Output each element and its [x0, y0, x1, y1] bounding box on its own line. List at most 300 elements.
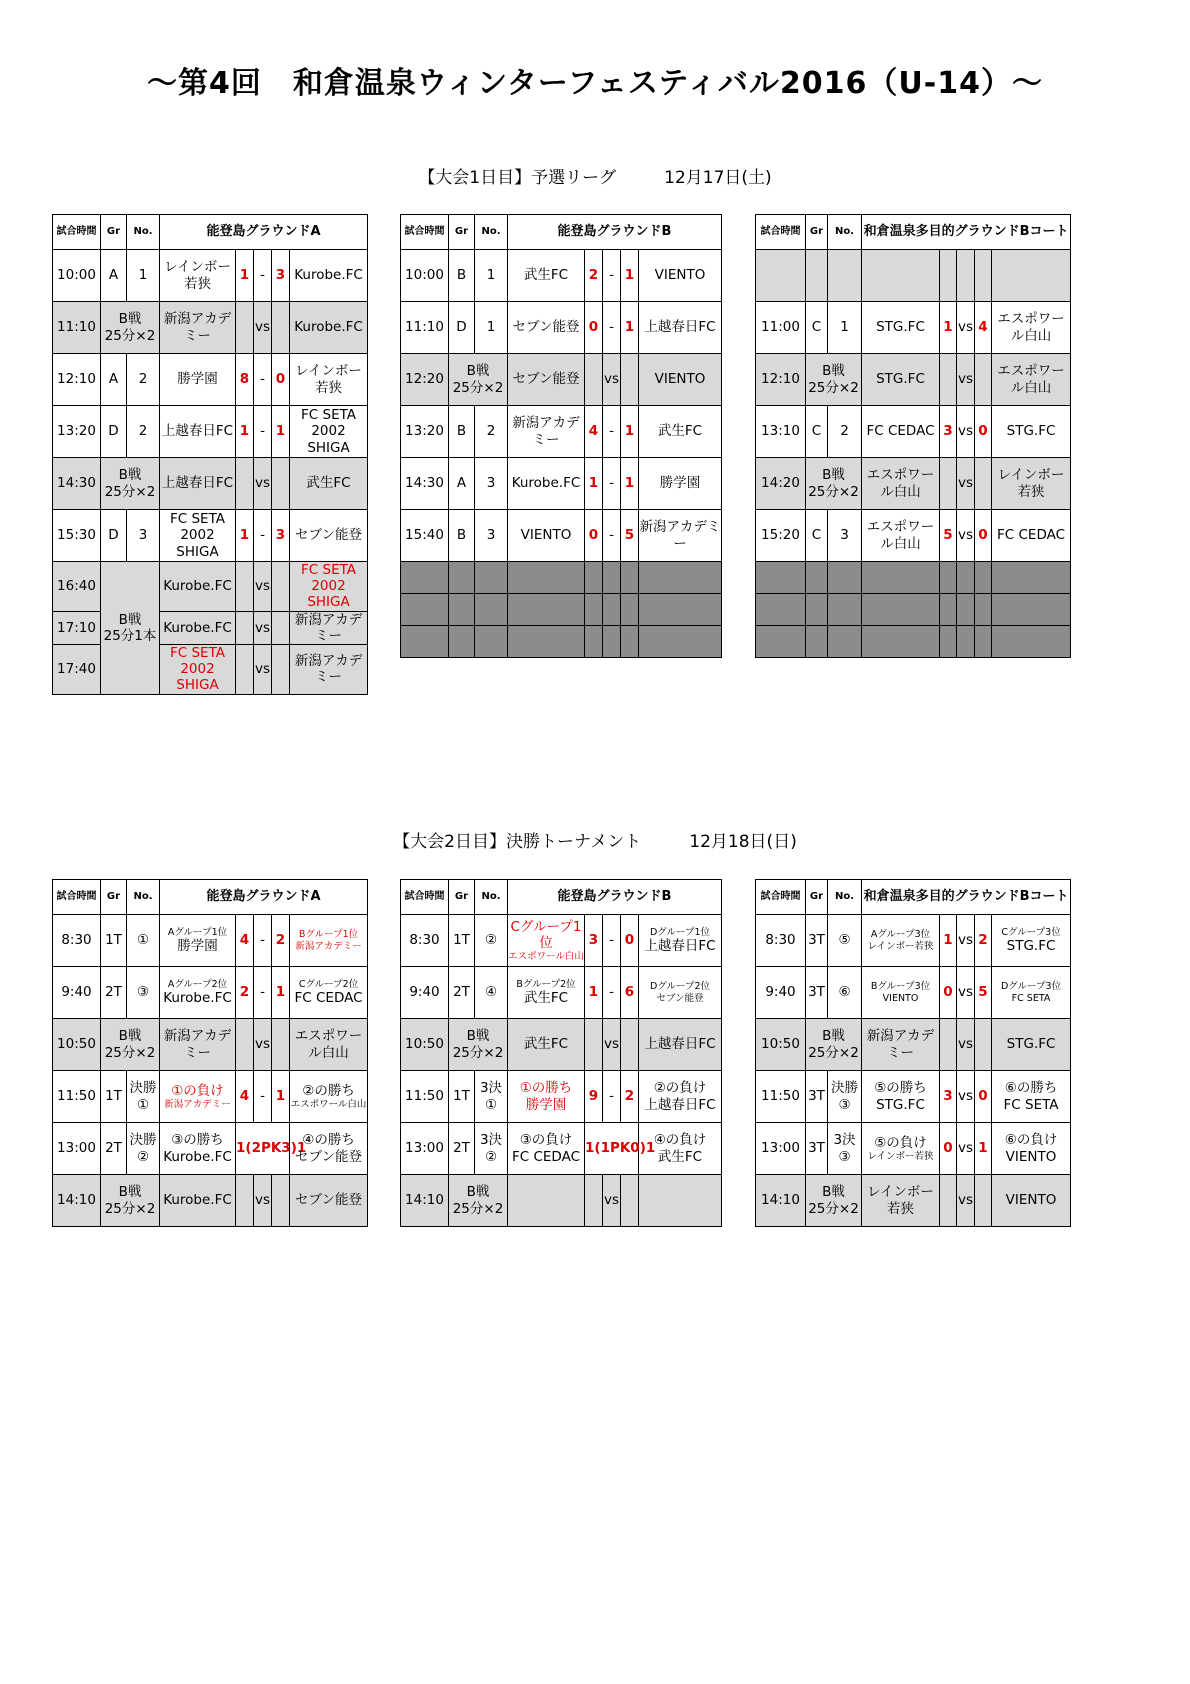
table-row — [756, 510, 1071, 562]
match-time: 10:50 — [53, 1019, 101, 1071]
home-score: 8 — [236, 354, 254, 406]
match-number: 1 — [475, 302, 508, 354]
home-score — [236, 1019, 254, 1071]
home-team — [862, 1071, 940, 1123]
match-time: 13:10 — [756, 406, 806, 458]
away-seed: Cグループ3位 — [1001, 926, 1061, 938]
vs-label: vs — [957, 1019, 975, 1071]
ground-name: 和倉温泉多目的グラウンドBコート — [862, 215, 1071, 250]
home-team: FC SETA 2002 SHIGA — [160, 644, 236, 694]
away-score: 3 — [272, 250, 290, 302]
page-title: ～第4回 和倉温泉ウィンターフェスティバル2016（U-14）～ — [147, 66, 1043, 101]
match-time: 17:10 — [53, 611, 101, 644]
home-team: エスポワール白山 — [862, 510, 940, 562]
match-time: 8:30 — [53, 915, 101, 967]
match-group: A — [449, 458, 475, 510]
vs-label: vs — [603, 1019, 621, 1071]
match-group: A — [101, 354, 127, 406]
away-seed: ②の勝ち — [302, 1082, 355, 1099]
away-seed: ②の負け — [653, 1080, 707, 1097]
header-gr: Gr — [449, 215, 475, 250]
away-score — [272, 644, 290, 694]
table-row — [53, 250, 368, 302]
b-match-label — [101, 458, 160, 510]
header-gr: Gr — [101, 215, 127, 250]
day1-ground-c-table — [755, 214, 1071, 658]
score-separator: - — [254, 354, 272, 406]
home-seed: Cグループ1位 — [510, 918, 582, 951]
b-match-text: B戦 — [466, 1028, 490, 1045]
home-name: 勝学園 — [177, 938, 218, 955]
away-team: 武生FC — [290, 458, 368, 510]
match-number: 決勝① — [127, 1071, 160, 1123]
table-row — [401, 967, 722, 1019]
score-separator: - — [603, 406, 621, 458]
table-row — [401, 510, 722, 562]
away-team: エスポワール白山 — [992, 302, 1071, 354]
b-match-text: B戦 — [822, 1028, 845, 1045]
score-separator: - — [603, 250, 621, 302]
home-team: 上越春日FC — [160, 458, 236, 510]
table-row — [401, 1123, 722, 1175]
header-time: 試合時間 — [756, 880, 806, 915]
home-seed: ⑤の勝ち — [874, 1080, 927, 1097]
match-time: 11:10 — [401, 302, 449, 354]
b-match-text: B戦 — [118, 311, 142, 328]
home-team: Kurobe.FC — [160, 1175, 236, 1227]
away-name: 上越春日FC — [644, 1096, 716, 1113]
away-score: 0 — [975, 1071, 992, 1123]
home-score: 3 — [940, 1071, 957, 1123]
away-team: FC SETA 2002 SHIGA — [290, 406, 368, 458]
away-score: 0 — [975, 510, 992, 562]
empty-row — [401, 626, 722, 658]
match-group: 1T — [101, 915, 127, 967]
match-number: 2 — [475, 406, 508, 458]
table-row — [401, 458, 722, 510]
match-number: 3 — [475, 510, 508, 562]
home-team — [862, 967, 940, 1019]
match-group: 2T — [449, 1123, 475, 1175]
away-score: 1 — [621, 458, 639, 510]
home-name: 新潟アカデミー — [164, 1098, 231, 1110]
header-gr: Gr — [449, 880, 475, 915]
header-no: No. — [475, 880, 508, 915]
home-team — [862, 1123, 940, 1175]
b-match-duration: 25分1本 — [103, 627, 157, 644]
away-score — [975, 1019, 992, 1071]
match-time: 11:50 — [756, 1071, 806, 1123]
away-score — [272, 611, 290, 644]
table-row — [53, 644, 368, 694]
score-separator: - — [603, 302, 621, 354]
day2-ground-c-table — [755, 879, 1071, 1227]
match-group: D — [449, 302, 475, 354]
away-score: 5 — [975, 967, 992, 1019]
match-group: B — [449, 406, 475, 458]
match-time: 10:00 — [401, 250, 449, 302]
empty-row — [756, 594, 1071, 626]
home-score: 1 — [585, 458, 603, 510]
header-time: 試合時間 — [401, 880, 449, 915]
home-seed: Bグループ2位 — [516, 978, 576, 990]
away-score: 2 — [975, 915, 992, 967]
home-score — [585, 354, 603, 406]
b-match-label — [449, 1019, 508, 1071]
away-seed: ④の勝ち — [302, 1132, 355, 1149]
score-separator: - — [254, 1071, 272, 1123]
home-team: Kurobe.FC — [160, 611, 236, 644]
day2-label: 【大会2日目】決勝トーナメント — [393, 832, 642, 852]
b-match-duration: 25分×2 — [808, 1200, 859, 1217]
vs-label: vs — [957, 510, 975, 562]
home-team: 上越春日FC — [160, 406, 236, 458]
match-time: 9:40 — [756, 967, 806, 1019]
match-group: B — [449, 510, 475, 562]
home-team: 新潟アカデミー — [508, 406, 585, 458]
score-separator: - — [603, 967, 621, 1019]
match-time: 14:10 — [401, 1175, 449, 1227]
home-score — [585, 1019, 603, 1071]
away-team — [639, 967, 722, 1019]
away-score: 1 — [621, 302, 639, 354]
away-seed: ⑥の負け — [1004, 1132, 1058, 1149]
away-team: レインボー若狭 — [290, 354, 368, 406]
away-team: Kurobe.FC — [290, 302, 368, 354]
table-row — [401, 1175, 722, 1227]
match-number: ③ — [127, 967, 160, 1019]
day2-ground-b-table — [400, 879, 722, 1227]
home-team — [160, 967, 236, 1019]
away-seed: ⑥の勝ち — [1004, 1080, 1058, 1097]
away-score — [975, 1175, 992, 1227]
match-group: C — [806, 302, 828, 354]
match-time: 14:10 — [756, 1175, 806, 1227]
away-seed: Bグループ1位 — [298, 929, 359, 941]
away-seed: Cグループ2位 — [298, 978, 359, 990]
home-score — [236, 611, 254, 644]
b-match-label — [806, 1019, 862, 1071]
score-separator: - — [254, 510, 272, 562]
match-time: 12:10 — [756, 354, 806, 406]
vs-label: vs — [254, 562, 272, 612]
table-row — [756, 1175, 1071, 1227]
b-match-duration: 25分×2 — [104, 483, 156, 500]
away-score — [272, 1175, 290, 1227]
day1-date: 12月17日(土) — [664, 168, 772, 188]
table-row — [756, 302, 1071, 354]
away-score: 1 — [272, 406, 290, 458]
vs-label: vs — [254, 302, 272, 354]
score-separator: - — [254, 915, 272, 967]
match-time: 15:30 — [53, 510, 101, 562]
table-row — [53, 1123, 368, 1175]
home-team: セブン能登 — [508, 302, 585, 354]
match-time: 10:50 — [401, 1019, 449, 1071]
home-score: 9 — [585, 1071, 603, 1123]
home-team: FC SETA 2002 SHIGA — [160, 510, 236, 562]
away-score — [272, 302, 290, 354]
away-seed: Dグループ3位 — [1000, 981, 1062, 993]
match-time: 8:30 — [756, 915, 806, 967]
home-score: 1 — [236, 250, 254, 302]
ground-name: 能登島グラウンドA — [160, 215, 368, 250]
home-team — [508, 915, 585, 967]
match-group: D — [101, 510, 127, 562]
match-group: 3T — [806, 915, 828, 967]
b-match-text: B戦 — [118, 611, 142, 628]
home-team: VIENTO — [508, 510, 585, 562]
match-group: 2T — [449, 967, 475, 1019]
match-group: 1T — [449, 1071, 475, 1123]
home-name: レインボー若狭 — [867, 940, 934, 952]
vs-label: vs — [957, 406, 975, 458]
away-score: 1 — [272, 967, 290, 1019]
away-name: 新潟アカデミー — [295, 940, 362, 952]
home-score: 0 — [940, 1123, 957, 1175]
away-score — [621, 1019, 639, 1071]
match-time: 9:40 — [401, 967, 449, 1019]
b-match-label — [101, 1019, 160, 1071]
match-group: C — [806, 510, 828, 562]
match-time: 15:40 — [401, 510, 449, 562]
b-match-text: B戦 — [118, 467, 142, 484]
away-score: 1 — [975, 1123, 992, 1175]
away-team — [290, 1071, 368, 1123]
match-time: 13:00 — [756, 1123, 806, 1175]
vs-label: vs — [957, 915, 975, 967]
vs-label: vs — [254, 1175, 272, 1227]
header-time: 試合時間 — [53, 880, 101, 915]
match-time: 8:30 — [401, 915, 449, 967]
match-group: 1T — [449, 915, 475, 967]
away-score: 1 — [621, 406, 639, 458]
header-time: 試合時間 — [53, 215, 101, 250]
match-time: 9:40 — [53, 967, 101, 1019]
vs-label: vs — [957, 967, 975, 1019]
home-team — [862, 915, 940, 967]
home-score: 1 — [585, 967, 603, 1019]
away-score: 0 — [975, 406, 992, 458]
away-score: 6 — [621, 967, 639, 1019]
home-score — [585, 1175, 603, 1227]
header-no: No. — [127, 880, 160, 915]
b-match-duration: 25分×2 — [808, 483, 859, 500]
away-team: Kurobe.FC — [290, 250, 368, 302]
away-team: セブン能登 — [290, 510, 368, 562]
table-row — [756, 967, 1071, 1019]
match-number: 決勝② — [127, 1123, 160, 1175]
match-time: 14:20 — [756, 458, 806, 510]
match-group: 2T — [101, 967, 127, 1019]
header-gr: Gr — [806, 880, 828, 915]
match-time: 12:10 — [53, 354, 101, 406]
ground-name: 能登島グラウンドA — [160, 880, 368, 915]
table-row — [53, 611, 368, 644]
home-score — [940, 1019, 957, 1071]
vs-label: vs — [254, 1019, 272, 1071]
home-seed: Aグループ3位 — [870, 929, 931, 941]
table-row — [756, 1071, 1071, 1123]
away-team: 上越春日FC — [639, 1019, 722, 1071]
away-score: 1 — [272, 1071, 290, 1123]
home-score — [940, 354, 957, 406]
match-time: 17:40 — [53, 644, 101, 694]
empty-row — [756, 626, 1071, 658]
day1-heading — [0, 163, 1190, 188]
home-name: 武生FC — [523, 990, 569, 1007]
b-match-label — [806, 354, 862, 406]
away-team — [639, 1071, 722, 1123]
header-no: No. — [475, 215, 508, 250]
ground-name: 和倉温泉多目的グラウンドBコート — [862, 880, 1071, 915]
away-team: VIENTO — [639, 354, 722, 406]
home-team — [160, 1123, 236, 1175]
away-score: 0 — [621, 915, 639, 967]
b-match-text: B戦 — [118, 1028, 142, 1045]
home-team: Kurobe.FC — [160, 562, 236, 612]
vs-label: vs — [957, 302, 975, 354]
away-team: 武生FC — [639, 406, 722, 458]
day1-ground-b-table — [400, 214, 722, 658]
match-time: 15:20 — [756, 510, 806, 562]
away-team: 新潟アカデミー — [290, 644, 368, 694]
match-number: 決勝③ — [828, 1071, 862, 1123]
match-time: 13:20 — [401, 406, 449, 458]
header-no: No. — [828, 880, 862, 915]
home-score: 3 — [940, 406, 957, 458]
away-score — [272, 458, 290, 510]
away-team: 上越春日FC — [639, 302, 722, 354]
vs-label: vs — [603, 1175, 621, 1227]
match-number: 3決③ — [828, 1123, 862, 1175]
match-group: 3T — [806, 1123, 828, 1175]
home-team: 新潟アカデミー — [862, 1019, 940, 1071]
away-name: 武生FC — [657, 1148, 703, 1165]
b-match-text: B戦 — [822, 467, 845, 484]
empty-row — [401, 594, 722, 626]
away-team: エスポワール白山 — [992, 354, 1071, 406]
pk-score: 1(1PK0)1 — [585, 1123, 639, 1175]
header-no: No. — [127, 215, 160, 250]
day2-ground-a-table — [52, 879, 368, 1227]
pk-score: 1(2PK3)1 — [236, 1123, 290, 1175]
table-row — [53, 967, 368, 1019]
b-match-duration: 25分×2 — [452, 379, 504, 396]
table-row — [53, 1175, 368, 1227]
empty-row — [756, 562, 1071, 594]
vs-label: vs — [254, 644, 272, 694]
vs-label: vs — [957, 1123, 975, 1175]
home-team: 新潟アカデミー — [160, 1019, 236, 1071]
b-match-duration: 25分×2 — [104, 1044, 156, 1061]
home-team: STG.FC — [862, 302, 940, 354]
away-seed: Dグループ2位 — [649, 981, 711, 993]
match-number: ① — [127, 915, 160, 967]
score-separator: - — [603, 458, 621, 510]
header-gr: Gr — [101, 880, 127, 915]
away-team — [290, 915, 368, 967]
away-team: 新潟アカデミー — [290, 611, 368, 644]
match-group: 1T — [101, 1071, 127, 1123]
vs-label: vs — [254, 458, 272, 510]
away-score — [272, 1019, 290, 1071]
b-match-duration: 25分×2 — [452, 1044, 504, 1061]
away-score: 2 — [272, 915, 290, 967]
match-group: 3T — [806, 967, 828, 1019]
home-team — [508, 1123, 585, 1175]
ground-name: 能登島グラウンドB — [508, 215, 722, 250]
match-time: 11:00 — [756, 302, 806, 354]
b-match-duration: 25分×2 — [452, 1200, 504, 1217]
away-team: STG.FC — [992, 406, 1071, 458]
b-match-label — [101, 562, 160, 695]
b-match-label — [806, 1175, 862, 1227]
table-row — [53, 915, 368, 967]
match-number: ② — [475, 915, 508, 967]
away-score: 2 — [621, 1071, 639, 1123]
table-row — [401, 406, 722, 458]
home-team — [160, 915, 236, 967]
home-score — [236, 458, 254, 510]
away-name: FC SETA — [1011, 992, 1051, 1004]
away-name: 上越春日FC — [644, 938, 716, 955]
table-row — [53, 406, 368, 458]
match-number: 2 — [127, 406, 160, 458]
table-row — [53, 510, 368, 562]
match-number: 1 — [475, 250, 508, 302]
table-row — [756, 1019, 1071, 1071]
b-match-label — [806, 458, 862, 510]
table-row — [401, 250, 722, 302]
match-time: 10:00 — [53, 250, 101, 302]
home-name: 勝学園 — [525, 1096, 567, 1113]
home-name: Kurobe.FC — [163, 1148, 232, 1165]
home-score — [236, 1175, 254, 1227]
header-no: No. — [828, 215, 862, 250]
home-score — [940, 458, 957, 510]
home-team: 武生FC — [508, 1019, 585, 1071]
home-seed: ⑤の負け — [874, 1134, 927, 1151]
vs-label: vs — [957, 1175, 975, 1227]
score-separator: - — [254, 406, 272, 458]
match-group: B — [449, 250, 475, 302]
table-row — [401, 302, 722, 354]
match-number: 2 — [828, 406, 862, 458]
away-team: FC CEDAC — [992, 510, 1071, 562]
home-name: Kurobe.FC — [163, 990, 232, 1007]
match-number: ⑤ — [828, 915, 862, 967]
vs-label: vs — [957, 354, 975, 406]
away-score: 1 — [621, 250, 639, 302]
match-time: 16:40 — [53, 562, 101, 612]
match-number: 3 — [127, 510, 160, 562]
away-score — [272, 562, 290, 612]
home-seed: ③の勝ち — [171, 1132, 224, 1149]
home-team: FC CEDAC — [862, 406, 940, 458]
home-team: 武生FC — [508, 250, 585, 302]
away-team: 新潟アカデミー — [639, 510, 722, 562]
vs-label: vs — [957, 458, 975, 510]
home-team: レインボー若狭 — [862, 1175, 940, 1227]
vs-label: vs — [957, 1071, 975, 1123]
empty-row — [756, 250, 1071, 302]
home-seed: ①の勝ち — [519, 1080, 573, 1097]
table-row — [401, 915, 722, 967]
home-score: 3 — [585, 915, 603, 967]
b-match-duration: 25分×2 — [104, 1200, 156, 1217]
match-time: 12:20 — [401, 354, 449, 406]
